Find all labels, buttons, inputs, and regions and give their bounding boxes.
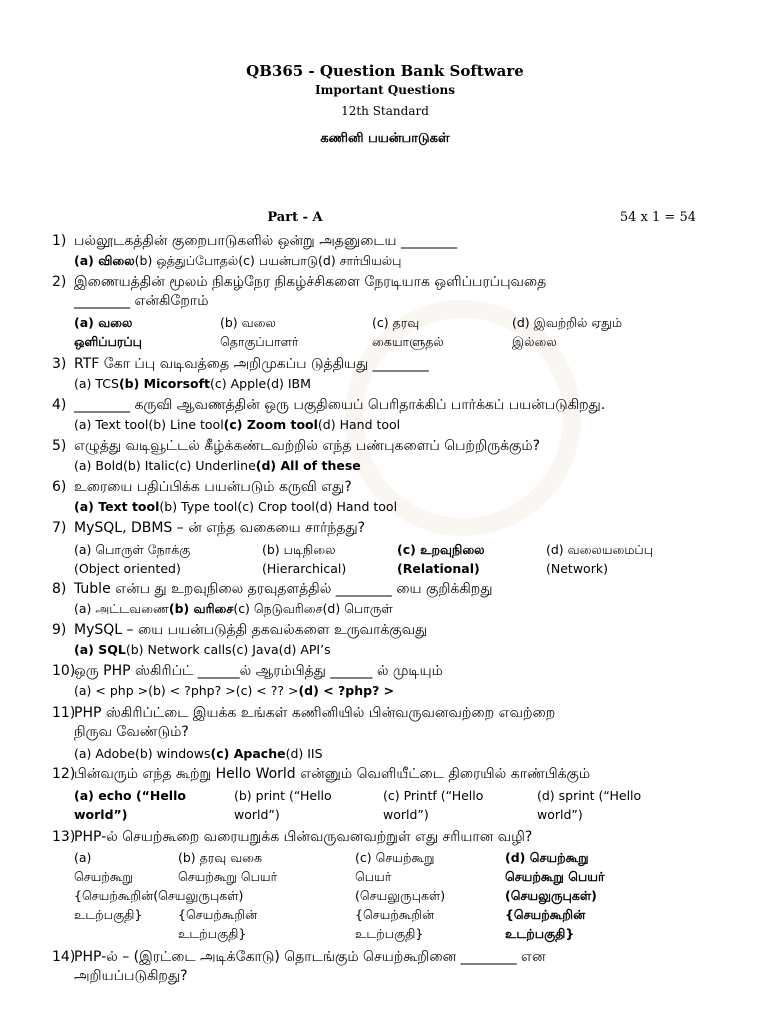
option-line: (a) echo (“Hello	[74, 788, 186, 803]
question-9-options	[74, 641, 734, 659]
option-d: (d) IBM	[266, 376, 311, 391]
option-c	[383, 786, 483, 824]
option-line: உடற்பகுதி}	[178, 926, 247, 941]
option-line: (d) இவற்றில் ஏதும்	[512, 315, 623, 330]
option-a: (a) TCS	[74, 376, 119, 391]
option-b: (b) windows	[134, 746, 211, 761]
option-line: (d) செயற்கூறு	[505, 850, 589, 865]
option-b	[262, 540, 346, 578]
question-text: எழுத்து வடிவூட்டல் கீழ்க்கண்டவற்றில் எந்த பண்புகளைப் பெற்றிருக்கும்?	[74, 438, 541, 454]
question-text: MySQL – யை பயன்படுத்தி தகவல்களை உருவாக்குவது	[74, 622, 428, 638]
option-a: (a) அட்டவணை	[74, 601, 169, 616]
option-line: (d) வலையமைப்பு	[546, 542, 654, 557]
option-c	[397, 540, 485, 578]
question-8-options	[74, 600, 734, 618]
option-b: (b) Type tool	[159, 499, 238, 514]
option-d: (d) API’s	[278, 642, 331, 657]
question-text-cont: அறியப்படுகிறது?	[74, 968, 188, 984]
question-text: PHP-ல் – (இரட்டை அடிக்கோடு) தொடங்கும் செயற்கூறினை ________ என	[74, 949, 546, 965]
option-b: (b) ஒத்துப்போதல்	[134, 253, 239, 268]
option-a: (a) SQL	[74, 642, 126, 657]
question-10-options	[74, 682, 734, 700]
question-text: பல்லூடகத்தின் குறைபாடுகளில் ஒன்று அதனுடைய ________	[74, 233, 457, 249]
option-a: (a) Bold	[74, 458, 124, 473]
option-line: world”)	[74, 807, 128, 822]
part-label: Part - A	[267, 210, 323, 225]
question-number: 11)	[52, 705, 76, 721]
option-line: (b) தரவு வகை	[178, 850, 262, 865]
question-number: 2)	[52, 274, 67, 290]
option-d: (d) Hand tool	[314, 499, 398, 514]
option-line: (c) Printf (“Hello	[383, 788, 484, 803]
option-line: (Hierarchical)	[262, 561, 347, 576]
question-6	[52, 478, 722, 497]
option-line: world”)	[234, 807, 280, 822]
option-b	[178, 848, 277, 943]
option-d	[505, 848, 605, 943]
option-c: (c) Zoom tool	[223, 417, 318, 432]
question-10	[52, 662, 722, 681]
option-d: (d) பொருள்	[322, 601, 393, 616]
option-line: {செயற்கூறின்(செயலுருபுகள்)	[74, 888, 244, 903]
option-a	[74, 313, 142, 351]
option-a	[74, 540, 190, 578]
option-d: (d) சார்பியல்பு	[318, 253, 402, 268]
question-11-options	[74, 745, 734, 763]
question-3-options	[74, 375, 734, 393]
question-text: ஒரு PHP ஸ்கிரிப்ட் ______ல் ஆரம்பித்து ______ ல் முடியும்	[74, 663, 443, 679]
question-text: ________ கருவி ஆவணத்தின் ஒரு பகுதியைப் பெரிதாக்கிப் பார்க்கப் பயன்படுகிறது.	[74, 397, 606, 413]
question-number: 5)	[52, 438, 67, 454]
option-line: (b) print (“Hello	[234, 788, 332, 803]
option-c: (c) < ?? >	[235, 683, 299, 698]
option-line: (b) படிநிலை	[262, 542, 336, 557]
option-d	[537, 786, 641, 824]
option-line: உடற்பகுதி}	[505, 926, 575, 941]
paper-subtitle: Important Questions	[315, 83, 455, 97]
question-number: 4)	[52, 397, 67, 413]
option-b	[234, 786, 332, 824]
question-2	[52, 273, 722, 311]
question-number: 3)	[52, 356, 67, 372]
option-d	[512, 313, 622, 351]
option-line: கையாளுதல்	[372, 334, 444, 349]
option-line: (a)	[74, 850, 92, 865]
option-line: (a) வலை	[74, 315, 133, 330]
option-line: (c) செயற்கூறு	[355, 850, 435, 865]
option-line: (c) உறவுநிலை	[397, 542, 485, 557]
marks-label: 54 x 1 = 54	[619, 210, 696, 225]
option-line: (a) பொருள் நோக்கு	[74, 542, 191, 557]
option-c: (c) பயன்பாடு	[238, 253, 319, 268]
question-number: 6)	[52, 479, 67, 495]
option-line: ஒளிப்பரப்பு	[74, 334, 142, 349]
option-b	[220, 313, 298, 351]
option-a: (a) Adobe	[74, 746, 135, 761]
question-5-options	[74, 457, 734, 475]
option-a: (a) < php >	[74, 683, 149, 698]
option-line: {செயற்கூறின்	[355, 907, 435, 922]
option-line: (செயலுருபுகள்)	[505, 888, 597, 903]
option-line: தொகுப்பாளர்	[220, 334, 299, 349]
option-line: (செயலுருபுகள்)	[355, 888, 446, 903]
option-line: (b) வலை	[220, 315, 276, 330]
question-number: 13)	[52, 829, 76, 845]
question-number: 9)	[52, 622, 67, 638]
option-line: (Relational)	[397, 561, 480, 576]
question-5	[52, 437, 722, 456]
question-text-cont: நிருவ வேண்டும்?	[74, 724, 189, 740]
question-text: PHP-ல் செயற்கூறை வரையறுக்க பின்வருவனவற்றுள் எது சரியான வழி?	[74, 829, 533, 845]
option-d: (d) Hand tool	[317, 417, 401, 432]
option-line: உடற்பகுதி}	[74, 907, 143, 922]
option-d	[546, 540, 653, 578]
question-text: MySQL, DBMS – ன் எந்த வகையை சார்ந்தது?	[74, 520, 366, 536]
question-number: 14)	[52, 949, 76, 965]
option-line: {செயற்கூறின்	[178, 907, 258, 922]
option-b: (b) வரிசை	[168, 601, 234, 616]
question-text: PHP ஸ்கிரிப்ட்டை இயக்க உங்கள் கணினியில் பின்வருவனவற்றை எவற்றை	[74, 705, 556, 721]
option-b: (b) Micorsoft	[118, 376, 211, 391]
option-c	[372, 313, 444, 351]
question-3	[52, 355, 722, 374]
question-8	[52, 580, 722, 599]
question-text: உரையை பதிப்பிக்க பயன்படும் கருவி எது?	[74, 479, 352, 495]
question-4	[52, 396, 722, 415]
option-c: (c) Java	[231, 642, 279, 657]
option-line: (c) தரவு	[372, 315, 420, 330]
question-14	[52, 948, 722, 986]
question-9	[52, 621, 722, 640]
option-c: (c) நெடுவரிசை	[233, 601, 323, 616]
question-1	[52, 232, 722, 251]
question-number: 7)	[52, 520, 67, 536]
option-a: (a) விலை	[74, 253, 135, 268]
option-line: (Network)	[546, 561, 608, 576]
option-line: செயற்கூறு பெயர்	[178, 869, 278, 884]
question-number: 1)	[52, 233, 67, 249]
question-text: பின்வரும் எந்த கூற்று Hello World என்னும் வெளியீட்டை திரையில் காண்பிக்கும்	[74, 766, 591, 782]
option-b: (b) Italic	[123, 458, 175, 473]
option-a: (a) Text tool	[74, 499, 160, 514]
option-line: world”)	[383, 807, 429, 822]
option-c	[355, 848, 445, 943]
question-7	[52, 519, 722, 538]
question-12	[52, 765, 722, 784]
option-c: (c) Crop tool	[237, 499, 315, 514]
option-d: (d) < ?php? >	[298, 683, 395, 698]
option-b: (b) < ?php? >	[148, 683, 236, 698]
question-text: RTF கோ ப்பு வடிவத்தை அறிமுகப்ப டுத்தியது ________	[74, 356, 429, 372]
option-line: (Object oriented)	[74, 561, 181, 576]
option-b: (b) Line tool	[148, 417, 224, 432]
option-line: உடற்பகுதி}	[355, 926, 424, 941]
question-4-options	[74, 416, 734, 434]
option-c: (c) Apache	[210, 746, 286, 761]
question-11	[52, 704, 722, 742]
question-text: இணையத்தின் மூலம் நிகழ்நேர நிகழ்ச்சிகளை நேரடியாக ஒளிப்பரப்புவதை	[74, 274, 547, 290]
option-c: (c) Underline	[174, 458, 256, 473]
paper-title: QB365 - Question Bank Software	[246, 62, 524, 80]
option-a: (a) Text tool	[74, 417, 149, 432]
option-b: (b) Network calls	[125, 642, 232, 657]
standard-label: 12th Standard	[341, 104, 429, 118]
option-c: (c) Apple	[210, 376, 267, 391]
option-line: செயற்கூறு	[74, 869, 133, 884]
question-number: 8)	[52, 581, 67, 597]
question-1-options	[74, 252, 734, 270]
question-13	[52, 828, 722, 847]
subject-title: கணினி பயன்பாடுகள்	[320, 131, 450, 146]
option-line: செயற்கூறு பெயர்	[505, 869, 605, 884]
question-number: 12)	[52, 766, 76, 782]
option-line: பெயர்	[355, 869, 392, 884]
option-a	[74, 786, 186, 824]
question-text-cont: ________ என்கிறோம்	[74, 293, 209, 309]
option-line: இல்லை	[512, 334, 557, 349]
option-d: (d) IIS	[285, 746, 323, 761]
question-6-options	[74, 498, 734, 516]
question-text: Tuble என்ப து உறவுநிலை தரவுதளத்தில் ________ யை குறிக்கிறது	[74, 581, 493, 597]
option-d: (d) All of these	[255, 458, 361, 473]
question-number: 10)	[52, 663, 76, 679]
option-line: (d) sprint (“Hello	[537, 788, 642, 803]
option-line: {செயற்கூறின்	[505, 907, 586, 922]
option-line: world”)	[537, 807, 583, 822]
